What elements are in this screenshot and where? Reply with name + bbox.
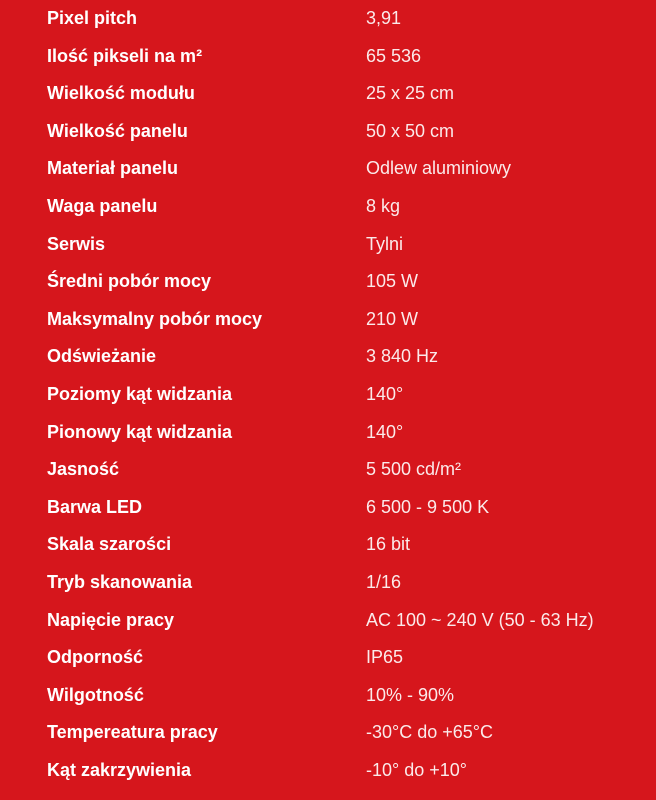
spec-value: 3,91	[366, 8, 402, 28]
spec-row	[0, 526, 656, 564]
spec-row	[0, 677, 656, 715]
spec-value: -10° do +10°	[366, 760, 467, 780]
spec-row	[0, 376, 656, 414]
spec-row	[0, 113, 656, 151]
spec-value: 65 536	[366, 45, 422, 66]
spec-row	[0, 0, 656, 38]
spec-row	[0, 451, 656, 489]
spec-row	[0, 301, 656, 339]
spec-label: Waga panelu	[47, 196, 158, 216]
spec-label: Wielkość panelu	[47, 120, 188, 141]
spec-row	[0, 75, 656, 113]
spec-label: Wielkość modułu	[47, 83, 195, 104]
spec-label: Odświeżanie	[47, 346, 157, 367]
spec-row	[0, 752, 656, 790]
spec-row	[0, 489, 656, 527]
spec-label: Jasność	[47, 459, 120, 480]
spec-label: Wilgotność	[47, 684, 144, 705]
spec-label: Kąt zakrzywienia	[47, 760, 192, 780]
spec-value: 3 840 Hz	[366, 346, 439, 367]
spec-value: 6 500 - 9 500 K	[366, 496, 490, 517]
spec-label: Serwis	[47, 233, 106, 254]
spec-row	[0, 150, 656, 188]
spec-label: Skala szarości	[47, 534, 172, 555]
spec-row	[0, 38, 656, 76]
spec-value: 8 kg	[366, 196, 401, 216]
spec-value: -30°C do +65°C	[366, 722, 493, 743]
spec-row	[0, 714, 656, 752]
spec-value: 5 500 cd/m²	[366, 459, 462, 480]
spec-label: Pionowy kąt widzania	[47, 421, 233, 442]
spec-value: 16 bit	[366, 534, 411, 555]
spec-row	[0, 226, 656, 264]
spec-value: 140°	[366, 421, 404, 442]
spec-row	[0, 338, 656, 376]
spec-label: Poziomy kąt widzania	[47, 384, 233, 404]
spec-value: AC 100 ~ 240 V (50 - 63 Hz)	[366, 609, 594, 630]
spec-value: Tylni	[366, 233, 404, 254]
spec-label: Tryb skanowania	[47, 572, 193, 592]
spec-label: Średni pobór mocy	[47, 271, 212, 292]
spec-value: 140°	[366, 384, 404, 404]
spec-row	[0, 188, 656, 226]
spec-label: Napięcie pracy	[47, 609, 175, 630]
spec-row	[0, 639, 656, 677]
spec-label: Ilość pikseli na m²	[47, 45, 203, 66]
spec-value: IP65	[366, 647, 404, 668]
spec-value: 50 x 50 cm	[366, 120, 455, 141]
spec-value: 25 x 25 cm	[366, 83, 455, 104]
spec-value: Odlew aluminiowy	[366, 158, 512, 179]
spec-value: 210 W	[366, 308, 419, 329]
spec-row	[0, 564, 656, 602]
spec-label: Odporność	[47, 647, 144, 668]
spec-value: 10% - 90%	[366, 684, 455, 705]
spec-label: Pixel pitch	[47, 8, 138, 28]
spec-label: Materiał panelu	[47, 158, 179, 179]
spec-value: 1/16	[366, 572, 402, 592]
spec-row	[0, 414, 656, 452]
spec-label: Barwa LED	[47, 496, 143, 517]
spec-label: Tempereatura pracy	[47, 722, 218, 743]
spec-row	[0, 602, 656, 640]
spec-value: 105 W	[366, 271, 419, 292]
spec-row	[0, 263, 656, 301]
spec-label: Maksymalny pobór mocy	[47, 308, 263, 329]
